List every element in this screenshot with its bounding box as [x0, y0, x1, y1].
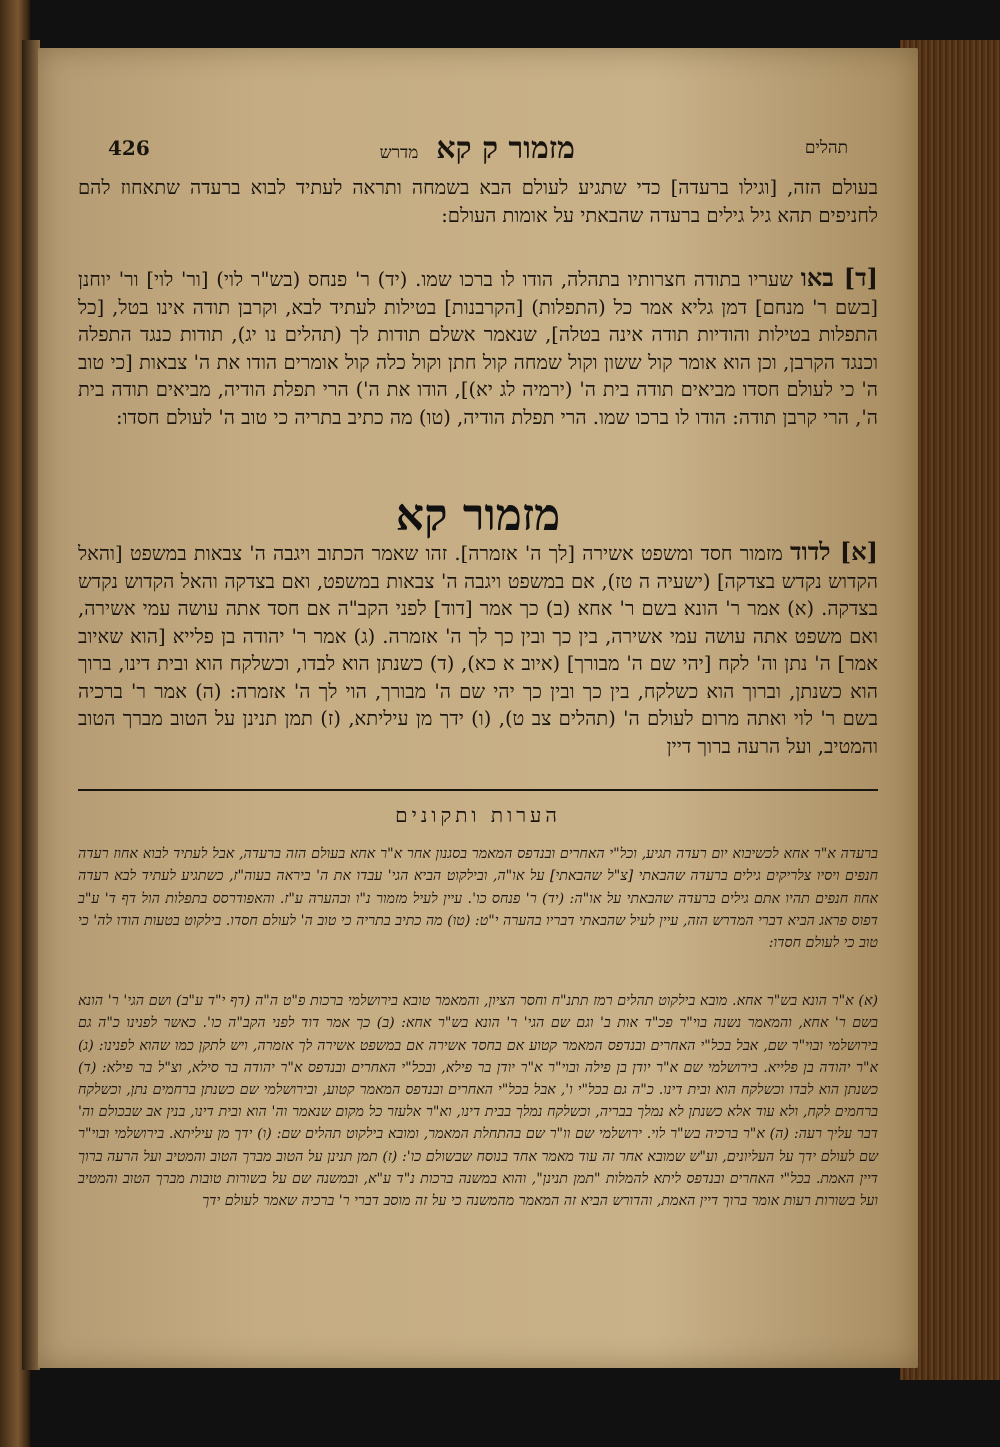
section-lead-text: [ד] באו	[800, 263, 878, 292]
section-body-text: שעריו בתודה חצרותיו בתהלה, הודו לו ברכו שמו. (יד) ר' פנחס (בש"ר לוי) [ור' לוי] ור' יוחנן [בשם ר' מנחם] דמן גליא אמר כל (התפלות) [הקרבנות] בטילות לעתיד לבא, וקרבן תודה אינו בטל, [כל התפלות בטילות והודיות תודה אינה בטלה], שנאמר אשלם תודות לך (תהלים נו יג), תודות כנגד התפלה וכנגד הקרבן, וכן הוא אומר קול ששון וקול שמחה קול חתן וקול כלה קול אומרים הודו את ה' צבאות [כי טוב ה' כי לעולם חסדו מביאים תודה בית ה' (ירמיה לג יא)], הודו את ה') הרי תפלת הודיה, מביאים תודה בית ה', הרי קרבן תודה: הודו לו ברכו שמו. הרי תפלת הודיה, (טו) מה כתיב בתריה כי טוב ה' לעולם חסדו:	[78, 268, 878, 429]
paragraph-psalm-101	[78, 538, 878, 760]
book-page	[38, 48, 918, 1368]
psalm-title: מזמור קא	[395, 490, 561, 541]
header-left-label: מדרש	[379, 142, 419, 163]
header-right-label: תהלים	[804, 138, 848, 158]
section-lead-text: [א] לדוד	[790, 537, 878, 566]
section-body-text: מזמור חסד ומשפט אשירה [לך ה' אזמרה]. זהו שאמר הכתוב ויגבה ה' צבאות במשפט [והאל הקדוש נקדש בצדקה] (ישעיה ה טז), אם במשפט ויגבה ה' צבאות במשפט, ואם בצדקה והאל הקדוש נקדש בצדקה. (א) אמר ר' הונא בשם ר' אחא (ב) כך אמר [דוד] לפני הקב"ה אם חסד אתה עושה עמי אשירה, ואם משפט אתה עושה עמי אשירה, בין כך ובין כך לך ה' אזמרה. (ג) אמר ר' יהודה בן פלייא [הוא שאיוב אמר] ה' נתן וה' לקח [יהי שם ה' מבורך] (איוב א כא), (ד) כשנתן הוא לבדו, וכשלקח הוא ובית דינו, ברוך הוא כשנתן, וברוך הוא כשלקח, בין כך ובין כך יהי שם ה' מבורך, הוי לך ה' אזמרה: (ה) אמר ר' ברכיה בשם ר' לוי ואתה מרום לעולם ה' (תהלים צב ט), (ו) ידך מן עיליתא, (ז) תמן תנינן על הטוב מברך הטוב והמטיב, ועל הרעה ברוך דיין	[78, 542, 878, 758]
header-center-label: מזמור ק קא	[436, 130, 575, 166]
header-center	[380, 131, 575, 166]
notes-block-2: (א) א"ר הונא בש"ר אחא. מובא בילקוט תהלים רמז תתנ"ח וחסר הציון, והמאמר טובא בירושלמי ברכות פ"ט ה"ה (דף י"ד ע"ב) ושם הגי' ר' הונא בשם ר' אחא, והמאמר נשנה בוי"ר פכ"ד אות ב' וגם שם הגי' ר' הונא בש"ר אחא: (ב) כך אמר דוד לפני הקב"ה כו'. כאשר לפנינו כ"ה גם בירושלמי ובוי"ר שם, אבל בכל"י האחרים ובנדפס המאמר קטוע אם בחסד אשירה אם במשפט אשירה לך אזמרה, ויש לתקן כמו שהוא לפנינו: (ג) א"ר יהודה בן פלייא. בירושלמי שם א"ר יודן בן פילה ובוי"ר א"ר יודן בר פילא, ובכל"י האחרים ובנדפס א"ר יהודה בר סילא, וצ"ל בר פילא: (ד) כשנתן הוא לבדו וכשלקח הוא ובית דינו. כ"ה גם בכל"י ו', אבל בכל"י האחרים ובנדפס המאמר קטוע, ובירושלמי שם כשנתן ברחמים נתן, וכשלקח ברחמים לקח, ולא עוד אלא כשנתן לא נמלך בבריה, וכשלקח נמלך בבית דינו, וא"ר אלעזר כל מקום שנאמר וה' הוא ובית דינו, בנין אב שבכולם וה' דבר עליך רעה: (ה) א"ר ברכיה בש"ר לוי. ירושלמי שם וו"ר שם בהתחלת המאמר, ומובא בילקוט תהלים שם: (ו) ידך מן עיליתא. בירושלמי ובוי"ר שם לעולם ידך על העליונים, וע"ש שמובא אחר זה עוד מאמר אחד בנוסח שבשולם כו': (ז) תמן תנינן על הטוב מברך הטוב והמטיב ועל הרעה ברוך דיין האמת. בכל"י האחרים ובנדפס ליתא להמלות "תמן תנינן", והוא במשנה ברכות נ"ד ע"א, ובמשנה שם על בשורות טובות מברך הטוב והמטיב ועל בשורות רעות אומר ברוך דיין האמת, והדורש הביא זה המאמר מהמשנה כי על זה מוסב דברי ר' ברכיה שאמר לעולם ידך	[78, 993, 878, 1210]
notes-block-1: ברעדה א"ר אחא לכשיבוא יום רעדה תגיע, וכל"י האחרים ובנדפס המאמר בסגנון אחר א"ר אחא בעולם הזה ברעדה, אבל לעתיד לבוא אחוז רעדה חנפים ויסיו צלריקים גילים ברעדה שהבאתי [צ"ל שהבאתי] על או"ה, ובילקוט הביא הגי' עבדו את ה' ביראה בעוה"ז, כשתגיע לעתיד לבא רעדה אחוז חנפים תהיו אתם גילים ברעדה שהבאתי על או"ה: (יד) ר' פנחס כו'. עיין לעיל מזמור נ"ו ובהערה ע"ז. והאפודרסס בתפלות הול דף ד' ע"ב דפוס פראג הביא דברי המדרש הזה, עיין לעיל שהבאתי דבריו בהערה י"ט: (טו) מה כתיב בתריה כי טוב ה' לעולם חסדו. בילקוט בטעות הודו לה' כי טוב כי לעולם חסדו:	[78, 846, 878, 951]
page-number: 426	[108, 136, 150, 160]
notes-title: הערות ותקונים	[395, 803, 561, 827]
paragraph-section-dalet	[78, 264, 878, 431]
page-header	[108, 128, 848, 168]
section-divider	[78, 789, 878, 791]
paragraph-continuation: בעולם הזה, [וגילו ברעדה] כדי שתגיע לעולם הבא בשמחה ותראה לעתיד לבוא ברעדה שתאחוז להם לחניפים תהא גיל גילים ברעדה שהבאתי על אומות העולם:	[78, 176, 878, 227]
